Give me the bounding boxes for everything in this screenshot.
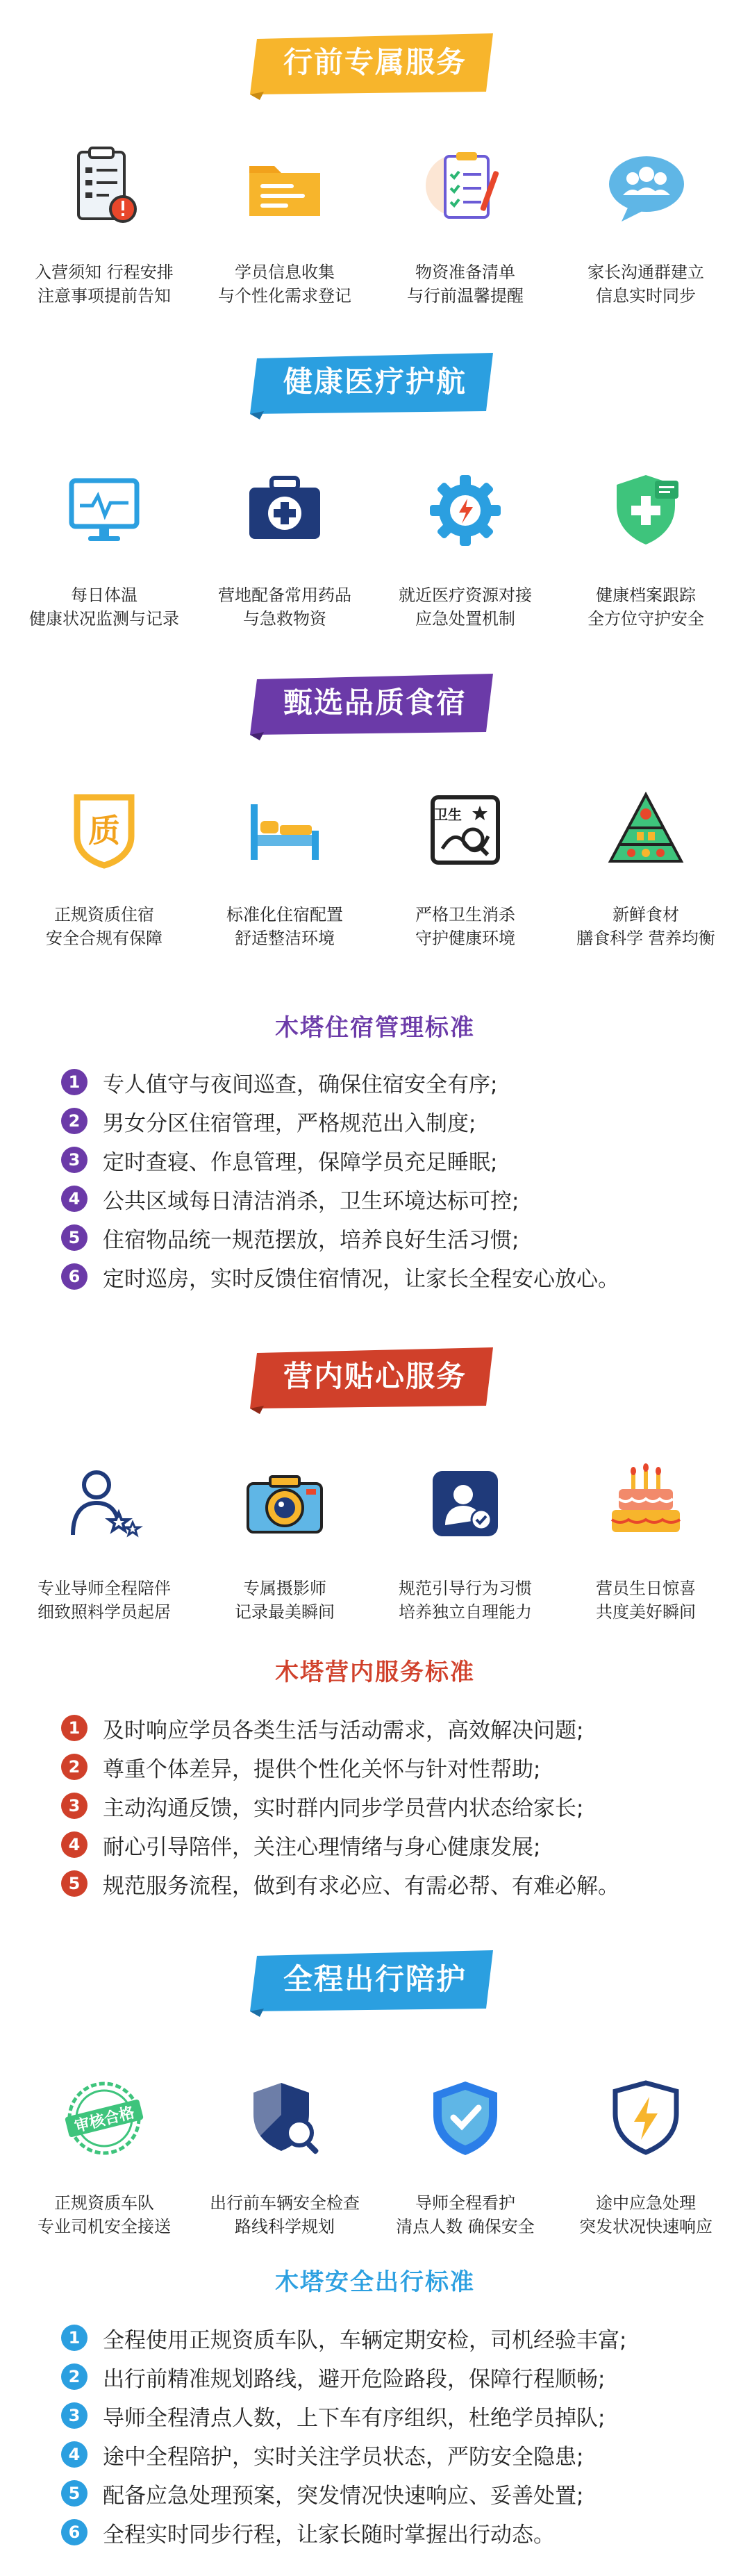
list-item: 2 男女分区住宿管理，严格规范出入制度; [61,1102,742,1140]
section-banner-travel [250,1950,500,2017]
item-caption-line2: 全方位守护安全 [588,609,704,629]
item-caption-line2: 细致照料学员起居 [38,1602,171,1622]
item-caption-line1: 正规资质车队 [54,2193,154,2213]
item-caption-line2: 路线科学规划 [235,2217,335,2236]
service-item [198,142,372,308]
item-caption-line1: 途中应急处理 [596,2193,696,2213]
item-caption-line1: 严格卫生消杀 [415,905,515,924]
list-item-text: 全程使用正规资质车队，车辆定期安检，司机经验丰富; [103,2327,627,2353]
checklist-icon [420,142,510,233]
list-item: 1 全程使用正规资质车队，车辆定期安检，司机经验丰富; [61,2318,742,2357]
list-item: 2 尊重个体差异，提供个性化关怀与针对性帮助; [61,1747,742,1786]
list-item-text: 定时巡房，实时反馈住宿情况，让家长全程安心放心。 [103,1266,619,1292]
service-item [198,1459,372,1624]
list-item-text: 出行前精准规划路线，避开危险路段，保障行程顺畅; [103,2366,606,2392]
list-item: 4 途中全程陪护，实时关注学员状态，严防安全隐患; [61,2435,742,2474]
item-caption-line1: 营地配备常用药品 [218,585,351,605]
item-caption-line2: 专业司机安全接送 [38,2217,171,2236]
service-item [378,142,552,308]
item-caption-line2: 应急处置机制 [415,609,515,629]
list-item: 3 导师全程清点人数，上下车有序组织，杜绝学员掉队; [61,2396,742,2435]
section-banner-lodging [250,674,500,740]
list-item-text: 配备应急处理预案，突发情况快速响应、妥善处置; [103,2483,584,2509]
list-item: 3 主动沟通反馈，实时群内同步学员营内状态给家长; [61,1786,742,1825]
item-caption-line2: 共度美好瞬间 [596,1602,696,1622]
gear-emergency-icon [420,465,510,556]
item-caption-line1: 每日体温 [71,585,138,605]
service-item [378,465,552,631]
list-item: 4 耐心引导陪伴，关注心理情绪与身心健康发展; [61,1825,742,1864]
section-banner-health [250,353,500,419]
list-item-text: 耐心引导陪伴，关注心理情绪与身心健康发展; [103,1834,541,1860]
quality-shield-icon [59,785,149,875]
item-caption-line1: 健康档案跟踪 [596,585,696,605]
service-item [198,2073,372,2238]
item-caption-line2: 与个性化需求登记 [218,286,351,306]
hygiene-icon-label: 卫生 [434,806,462,823]
item-caption-line1: 入营须知 行程安排 [35,263,174,282]
approved-stamp-label: 审核合格 [72,2104,137,2136]
section-banner-camp [250,1347,500,1414]
travel-standard-title: 木塔安全出行标准 [275,2268,475,2296]
list-item-text: 规范服务流程，做到有求必应、有需必帮、有难必解。 [103,1873,619,1899]
list-item: 5 住宿物品统一规范摆放，培养良好生活习惯; [61,1218,742,1257]
service-item [17,785,191,950]
item-caption-line1: 专属摄影师 [243,1579,326,1598]
section-title: 全程出行陪护 [283,1962,467,1996]
service-item [198,465,372,631]
item-caption-line2: 安全合规有保障 [46,929,162,948]
list-item: 6 全程实时同步行程，让家长随时掌握出行动态。 [61,2513,742,2552]
list-item: 2 出行前精准规划路线，避开危险路段，保障行程顺畅; [61,2357,742,2396]
travel-icon-row [14,2073,736,2238]
item-caption-line2: 记录最美瞬间 [235,1602,335,1622]
item-caption-line1: 新鲜食材 [612,905,679,924]
list-item: 5 规范服务流程，做到有求必应、有需必帮、有难必解。 [61,1864,742,1903]
pre-trip-icon-row [14,142,736,308]
clipboard-alert-icon [59,142,149,233]
list-item-text: 全程实时同步行程，让家长随时掌握出行动态。 [103,2522,555,2548]
hygiene-icon [420,785,510,875]
list-item-text: 公共区域每日清洁消杀，卫生环境达标可控; [103,1188,519,1214]
lodging-standard-title: 木塔住宿管理标准 [275,1014,475,1042]
list-item-text: 男女分区住宿管理，严格规范出入制度; [103,1111,476,1136]
list-item: 4 公共区域每日清洁消杀，卫生环境达标可控; [61,1179,742,1218]
approved-stamp-icon [59,2073,149,2163]
list-item: 1 及时响应学员各类生活与活动需求，高效解决问题; [61,1709,742,1747]
list-item: 1 专人值守与夜间巡查，确保住宿安全有序; [61,1063,742,1102]
item-caption-line1: 正规资质住宿 [54,905,154,924]
list-item: 3 定时查寝、作息管理，保障学员充足睡眠; [61,1140,742,1179]
service-item [17,142,191,308]
item-caption-line2: 培养独立自理能力 [399,1602,532,1622]
user-check-icon [420,1459,510,1549]
birthday-cake-icon [601,1459,691,1549]
camp-standard-title: 木塔营内服务标准 [275,1659,475,1686]
health-icon-row [14,465,736,631]
item-caption-line1: 标准化住宿配置 [226,905,343,924]
item-caption-line2: 守护健康环境 [415,929,515,948]
list-item-text: 主动沟通反馈，实时群内同步学员营内状态给家长; [103,1795,584,1821]
shield-check-icon [420,2073,510,2163]
camera-icon [240,1459,330,1549]
list-item-text: 尊重个体差异，提供个性化关怀与针对性帮助; [103,1756,541,1782]
item-caption-line2: 健康状况监测与记录 [29,609,179,629]
mentor-stars-icon [59,1459,149,1549]
lodging-icon-row [14,785,736,950]
list-item-text: 住宿物品统一规范摆放，培养良好生活习惯; [103,1227,519,1253]
svg-text:质: 质 [88,812,120,849]
list-item: 5 配备应急处理预案，突发情况快速响应、妥善处置; [61,2474,742,2513]
shield-search-icon [240,2073,330,2163]
item-caption-line2: 突发状况快速响应 [579,2217,712,2236]
chat-group-icon [601,142,691,233]
item-caption-line2: 信息实时同步 [596,286,696,306]
service-item [378,2073,552,2238]
camp-icon-row [14,1459,736,1624]
list-item-text: 途中全程陪护，实时关注学员状态，严防安全隐患; [103,2444,584,2470]
bed-icon [240,785,330,875]
list-item: 6 定时巡房，实时反馈住宿情况，让家长全程安心放心。 [61,1257,742,1296]
service-item [378,1459,552,1624]
food-pyramid-icon [601,785,691,875]
service-item [559,1459,733,1624]
list-item-text: 专人值守与夜间巡查，确保住宿安全有序; [103,1072,498,1097]
service-item [17,1459,191,1624]
service-item [378,785,552,950]
service-item [17,2073,191,2238]
section-title: 行前专属服务 [283,45,467,79]
service-item [559,785,733,950]
item-caption-line1: 出行前车辆安全检查 [210,2193,360,2213]
section-title: 甄选品质食宿 [283,685,467,720]
service-item [559,465,733,631]
item-caption-line2: 与急救物资 [243,609,326,629]
item-caption-line1: 就近医疗资源对接 [399,585,532,605]
section-title: 营内贴心服务 [283,1359,467,1393]
monitor-pulse-icon [59,465,149,556]
section-title: 健康医疗护航 [283,365,467,399]
item-caption-line1: 家长沟通群建立 [588,263,704,282]
item-caption-line1: 营员生日惊喜 [596,1579,696,1598]
service-item [198,785,372,950]
camp-standard-list [61,1709,742,1903]
shield-lightning-icon [601,2073,691,2163]
folder-info-icon [240,142,330,233]
item-caption-line1: 物资准备清单 [415,263,515,282]
service-item [559,2073,733,2238]
item-caption-line1: 专业导师全程陪伴 [38,1579,171,1598]
medical-kit-icon [240,465,330,556]
list-item-text: 导师全程清点人数，上下车有序组织，杜绝学员掉队; [103,2405,606,2431]
item-caption-line1: 导师全程看护 [415,2193,515,2213]
service-item [559,142,733,308]
item-caption-line2: 膳食科学 营养均衡 [576,929,715,948]
item-caption-line1: 规范引导行为习惯 [399,1579,532,1598]
item-caption-line2: 注意事项提前告知 [38,286,171,306]
lodging-standard-list [61,1063,742,1296]
health-record-icon [601,465,691,556]
travel-standard-list [61,2318,742,2552]
item-caption-line2: 舒适整洁环境 [235,929,335,948]
list-item-text: 及时响应学员各类生活与活动需求，高效解决问题; [103,1718,584,1743]
list-item-text: 定时查寝、作息管理，保障学员充足睡眠; [103,1149,498,1175]
service-item [17,465,191,631]
item-caption-line1: 学员信息收集 [235,263,335,282]
item-caption-line2: 清点人数 确保安全 [396,2217,535,2236]
section-banner-pre-trip [250,33,500,100]
item-caption-line2: 与行前温馨提醒 [407,286,524,306]
